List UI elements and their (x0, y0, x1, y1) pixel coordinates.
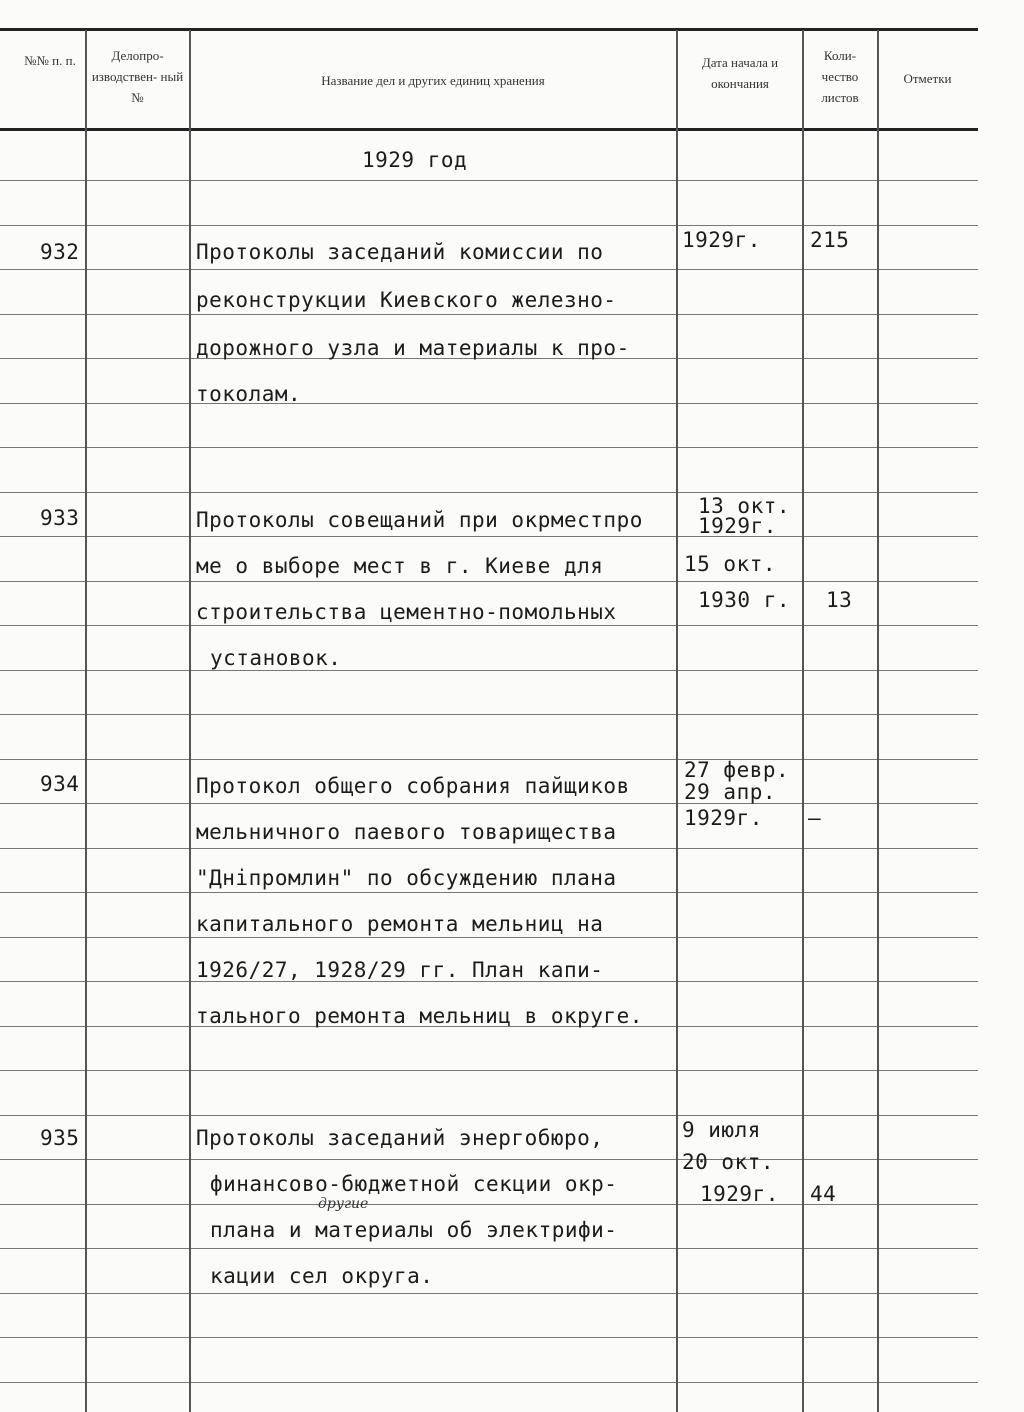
handwritten-insert: другие (318, 1196, 369, 1212)
col-divider (877, 30, 879, 1412)
ruled-line (0, 714, 978, 715)
entry-title-line: тального ремонта мельниц в округе. (196, 1004, 643, 1028)
ruled-line (0, 892, 978, 893)
ruled-line (0, 180, 978, 181)
entry-title-line: Протокол общего собрания пайщиков (196, 774, 630, 798)
top-rule (0, 28, 978, 31)
entry-date: 1929г. (698, 514, 777, 538)
ruled-line (0, 670, 978, 671)
entry-date: 20 окт. (682, 1150, 775, 1174)
entry-date: 1929г. (682, 228, 761, 252)
col-divider (802, 30, 804, 1412)
entry-title-line: реконструкции Киевского железно- (196, 288, 617, 312)
ruled-line (0, 1293, 978, 1294)
ruled-line (0, 759, 978, 760)
entry-title-line: установок. (210, 646, 342, 670)
ruled-line (0, 314, 978, 315)
entry-date: 15 окт. (684, 552, 777, 576)
header-rule (0, 128, 978, 131)
ruled-line (0, 803, 978, 804)
entry-date: 1930 г. (698, 588, 791, 612)
ruled-line (0, 536, 978, 537)
entry-title-line: мельничного паевого товарищества (196, 820, 617, 844)
ruled-line (0, 269, 978, 270)
entry-sheets: – (808, 806, 822, 830)
col-divider (85, 30, 87, 1412)
ruled-line (0, 1337, 978, 1338)
ruled-line (0, 1159, 978, 1160)
entry-title-line: Протоколы совещаний при окрместпро (196, 508, 643, 532)
header-dates: Дата начала и окончания (701, 55, 779, 91)
entry-date: 29 апр. (684, 780, 777, 804)
entry-number: 935 (40, 1126, 80, 1150)
entry-title-line: Протоколы заседаний энергобюро, (196, 1126, 604, 1150)
ruled-line (0, 1382, 978, 1383)
col-divider (189, 30, 191, 1412)
header-num: №№ п. п. (24, 53, 76, 68)
ruled-line (0, 1070, 978, 1071)
entry-title-line: строительства цементно-помольных (196, 600, 617, 624)
entry-title-line: кации сел округа. (210, 1264, 434, 1288)
entry-sheets: 215 (810, 228, 850, 252)
entry-title-line: "Днiпромлин" по обсуждению плана (196, 866, 617, 890)
entry-title-line: плана и материалы об электрифи- (210, 1218, 618, 1242)
entry-sheets: 13 (826, 588, 853, 612)
header-sheets: Коли- чество листов (821, 48, 859, 105)
header-notes: Отметки (903, 71, 952, 86)
entry-title-line: токолам. (196, 382, 302, 406)
entry-title-line: финансово-бюджетной секции окр- (210, 1172, 618, 1196)
header-title: Название дел и других единиц хранения (321, 73, 545, 88)
entry-date: 13 окт. (698, 494, 791, 518)
ruled-line (0, 625, 978, 626)
col-divider (676, 30, 678, 1412)
entry-date: 9 июля (682, 1118, 761, 1142)
ruled-line (0, 581, 978, 582)
year-heading: 1929 год (362, 148, 468, 172)
entry-title-line: 1926/27, 1928/29 гг. План капи- (196, 958, 604, 982)
entry-title-line: дорожного узла и материалы к про- (196, 336, 630, 360)
entry-title-line: Протоколы заседаний комиссии по (196, 240, 604, 264)
entry-title-line: капитального ремонта мельниц на (196, 912, 604, 936)
entry-number: 933 (40, 506, 80, 530)
ruled-line (0, 225, 978, 226)
ruled-line (0, 848, 978, 849)
entry-number: 932 (40, 240, 80, 264)
entry-date: 1929г. (700, 1182, 779, 1206)
entry-title-line: ме о выборе мест в г. Киеве для (196, 554, 604, 578)
ruled-line (0, 1115, 978, 1116)
ruled-line (0, 492, 978, 493)
entry-sheets: 44 (810, 1182, 837, 1206)
header-office-number: Делопро- изводствен- ный № (91, 48, 184, 105)
entry-date: 1929г. (684, 806, 763, 830)
ruled-line (0, 447, 978, 448)
entry-number: 934 (40, 772, 80, 796)
ruled-line (0, 937, 978, 938)
entry-date: 27 февр. (684, 758, 790, 782)
ruled-line (0, 403, 978, 404)
ruled-line (0, 1248, 978, 1249)
